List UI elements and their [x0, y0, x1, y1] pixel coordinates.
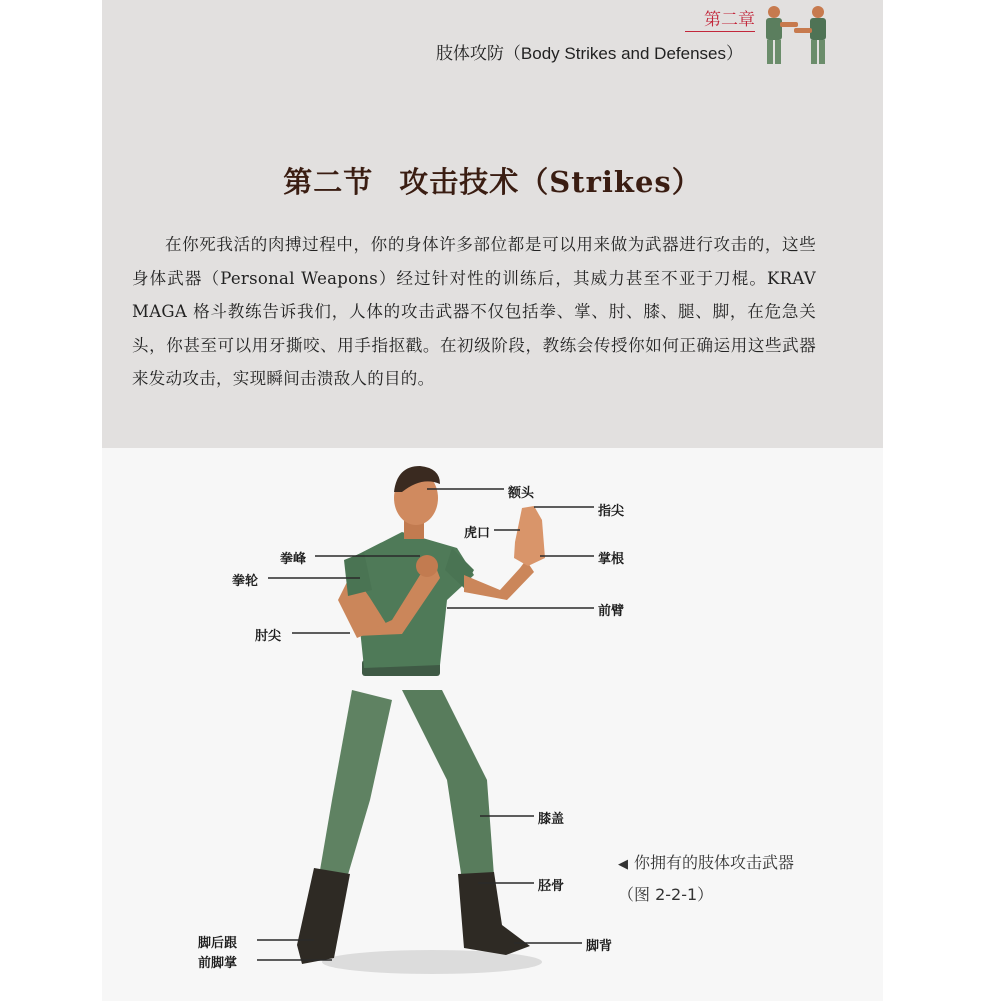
label-shin: 胫骨: [538, 879, 565, 894]
label-instep: 脚背: [586, 939, 613, 954]
intro-paragraph: 在你死我活的肉搏过程中，你的身体许多部位都是可以用来做为武器进行攻击的，这些身体武器（Personal Weapons）经过针对性的训练后，其威力甚至不亚于刀棍。KRAV MAGA 格斗教练告诉我们，人体的攻击武器不仅包括拳、掌、肘、膝、腿、脚，在危急关头，你甚至可以用牙撕咬、用手指抠戳。在初级阶段，教练会传授你如何正确运用这些武器来发动攻击，实现瞬间击溃敌人的目的。: [132, 235, 816, 388]
chapter-subtitle: 肢体攻防（Body Strikes and Defenses）: [435, 44, 743, 63]
section-heading: 攻击技术（Strikes）: [399, 165, 702, 199]
figure-caption: [618, 848, 808, 910]
caption-marker-icon: ◀: [618, 857, 628, 872]
chapter-label: 第二章: [704, 10, 755, 30]
section-number: 第二节: [283, 165, 374, 199]
label-heel: 脚后跟: [198, 936, 238, 951]
label-palm-heel: 掌根: [598, 552, 625, 567]
label-knee: 膝盖: [538, 812, 565, 827]
label-knuckle: 拳峰: [280, 552, 307, 567]
label-ball-of-foot: 前脚掌: [198, 956, 238, 971]
label-web: 虎口: [464, 526, 491, 541]
label-forearm: 前臂: [598, 604, 625, 619]
label-hammer-fist: 拳轮: [232, 574, 259, 589]
caption-text: 你拥有的肢体攻击武器（图 2-2-1）: [618, 853, 795, 904]
label-fingertip: 指尖: [598, 504, 625, 519]
label-elbow: 肘尖: [255, 629, 282, 644]
label-forehead: 额头: [508, 486, 535, 501]
